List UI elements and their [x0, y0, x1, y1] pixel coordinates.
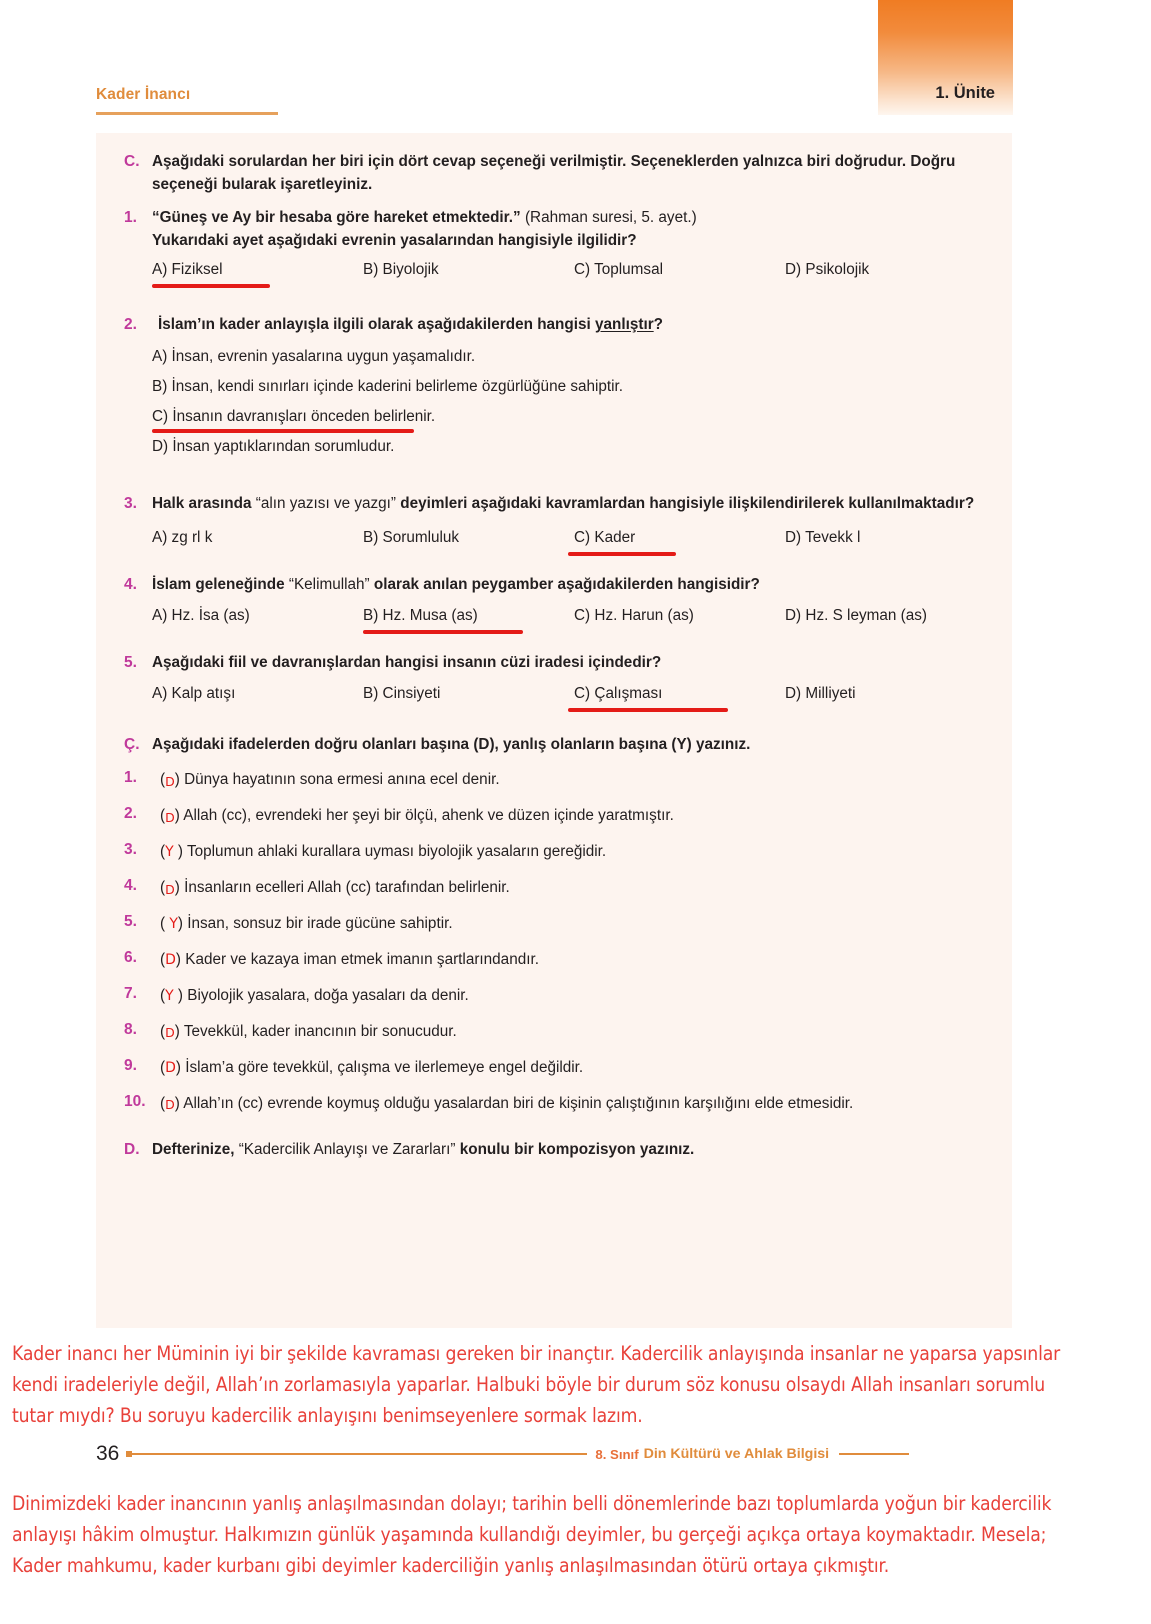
tf-item-6-answer[interactable]: D [165, 951, 176, 968]
question-1-option-c[interactable]: C) Toplumsal [574, 261, 663, 278]
section-d-text-quote: “Kadercilik Anlayışı ve Zararları” [234, 1140, 460, 1158]
question-2-prompt-a: İslam’ın kader anlayışla ilgili olarak aşağıdakilerden hangisi [158, 316, 595, 333]
section-d-text-b: konulu bir kompozisyon yazınız. [459, 1140, 695, 1158]
section-c-marker: C. [124, 153, 140, 170]
tf-item-7-answer[interactable]: Y [165, 987, 174, 1004]
question-3-prompt [152, 492, 998, 515]
question-2 [110, 313, 998, 336]
question-1-option-a-label: A) Fiziksel [152, 261, 223, 278]
footer-grade: 8. Sınıf [595, 1446, 639, 1462]
question-3-option-b[interactable]: B) Sorumluluk [363, 528, 460, 546]
question-1-quote: “Güneş ve Ay bir hesaba göre hareket etmektedir.” [152, 208, 521, 226]
tf-item-7-text: Biyolojik yasalara, doğa yasaları da denir. [187, 986, 469, 1004]
question-4-option-a[interactable]: A) Hz. İsa (as) [152, 606, 250, 624]
tf-item-9-number: 9. [124, 1056, 137, 1074]
tf-item-4 [110, 877, 998, 900]
section-d-heading [110, 1138, 998, 1161]
question-4-option-c[interactable]: C) Hz. Harun (as) [574, 606, 694, 624]
question-3-option-c[interactable] [574, 529, 785, 547]
question-2-prompt [152, 313, 998, 336]
question-2-prompt-b: ? [653, 316, 664, 333]
section-c-instruction: Aşağıdaki sorulardan her biri için dört cevap seçeneği verilmiştir. Seçeneklerden yalnızca biri doğrudur. Doğru seçeneği bularak işaretleyiniz. [152, 153, 956, 194]
tf-item-7-body: (Y ) Biyolojik yasalara, doğa yasaları da denir. [160, 986, 469, 1004]
tf-item-9-answer[interactable]: D [165, 1059, 176, 1076]
tf-item-2-body: (D) Allah (cc), evrendeki her şeyi bir ölçü, ahenk ve düzen içinde yaratmıştır. [160, 807, 674, 825]
exercise-content [96, 133, 1012, 1161]
tf-item-6 [110, 949, 998, 972]
question-5-option-d[interactable]: D) Milliyeti [785, 685, 856, 702]
tf-item-9-text: İslam’a göre tevekkül, çalışma ve ilerlemeye engel değildir. [185, 1058, 584, 1076]
tf-item-8-text: Tevekkül, kader inancının bir sonucudur. [183, 1022, 457, 1040]
tf-item-2-text: Allah (cc), evrendeki her şeyi bir ölçü, ahenk ve düzen içinde yaratmıştır. [183, 807, 674, 825]
tf-item-6-body: (D) Kader ve kazaya iman etmek imanın şartlarındandır. [160, 950, 539, 968]
tf-item-5-answer[interactable]: Y [169, 916, 178, 932]
question-2-option-d[interactable]: D) İnsan yaptıklarından sorumludur. [152, 438, 395, 456]
question-3-option-a[interactable]: A) zg rl k [152, 528, 213, 546]
tf-item-8-body: (D) Tevekkül, kader inancının bir sonucudur. [160, 1022, 457, 1041]
tf-item-2-answer[interactable]: D [165, 809, 175, 825]
tf-item-5-number: 5. [124, 913, 137, 930]
question-1-option-a[interactable] [152, 261, 363, 279]
unit-tab [878, 0, 1013, 115]
question-1-option-b[interactable]: B) Biyolojik [363, 261, 439, 278]
footer-rule-left [132, 1453, 587, 1455]
question-4-number: 4. [124, 575, 137, 593]
question-5-option-b[interactable]: B) Cinsiyeti [363, 685, 441, 702]
tf-item-6-number: 6. [124, 948, 137, 966]
running-head-rule [96, 112, 278, 115]
tf-item-7-number: 7. [124, 984, 137, 1002]
question-5-options [110, 685, 998, 703]
question-3-prompt-a: Halk arasında [152, 495, 256, 513]
question-5-option-a[interactable]: A) Kalp atışı [152, 685, 236, 702]
question-3-prompt-b: deyimleri aşağıdaki kavramlardan hangisiyle ilişkilendirilerek kullanılmaktadır? [396, 495, 975, 513]
tf-item-6-text: Kader ve kazaya iman etmek imanın şartlarındandır. [185, 950, 539, 968]
section-ci-instruction: Aşağıdaki ifadelerden doğru olanları başına (D), yanlış olanların başına (Y) yazınız. [152, 736, 751, 753]
tf-item-10-text: Allah’ın (cc) evrende koymuş olduğu yasalardan biri de kişinin çalıştığının karşılığını elde etmesidir. [183, 1094, 854, 1112]
footer-subject: Din Kültürü ve Ahlak Bilgisi [643, 1446, 830, 1462]
tf-item-1-number: 1. [124, 769, 137, 787]
tf-item-5-text: İnsan, sonsuz bir irade gücüne sahiptir. [187, 915, 453, 932]
page-number: 36 [96, 1442, 120, 1465]
pen-underline-q4 [363, 630, 523, 634]
tf-item-10-number: 10. [124, 1092, 146, 1110]
tf-item-10-body: (D) Allah’ın (cc) evrende koymuş olduğu yasalardan biri de kişinin çalıştığının karşılığını elde etmesidir. [160, 1094, 854, 1113]
pen-underline-q1 [152, 284, 270, 288]
tf-item-5 [110, 913, 998, 936]
tf-item-9-body: (D) İslam’a göre tevekkül, çalışma ve ilerlemeye engel değildir. [160, 1058, 584, 1076]
section-d-instruction [152, 1138, 998, 1161]
question-2-option-b[interactable]: B) İnsan, kendi sınırları içinde kaderini belirleme özgürlüğüne sahiptir. [152, 378, 624, 396]
question-2-prompt-underlined: yanlıştır [595, 316, 654, 333]
pen-underline-q5 [568, 708, 728, 712]
tf-item-3-number: 3. [124, 841, 137, 859]
pen-underline-q3 [568, 552, 676, 556]
question-1-option-d[interactable]: D) Psikolojik [785, 261, 870, 278]
question-3 [110, 492, 998, 515]
tf-item-1-body: (D) Dünya hayatının sona ermesi anına ecel denir. [160, 771, 500, 789]
question-5-option-c[interactable] [574, 685, 785, 703]
question-1-options [110, 261, 998, 279]
tf-item-1-answer[interactable]: D [165, 773, 175, 789]
question-1-number: 1. [124, 208, 137, 226]
question-3-option-c-label: C) Kader [574, 528, 636, 546]
running-head-title: Kader İnancı [96, 86, 191, 103]
tf-item-8-number: 8. [124, 1020, 137, 1038]
tf-item-8 [110, 1021, 998, 1044]
question-5-number: 5. [124, 653, 137, 671]
question-2-option-c[interactable] [152, 408, 435, 426]
tf-item-3-text: Toplumun ahlaki kurallara uyması biyolojik yasaların gereğidir. [187, 843, 607, 861]
question-2-option-c-label: C) İnsanın davranışları önceden belirlenir. [152, 408, 436, 426]
question-2-option-a[interactable]: A) İnsan, evrenin yasalarına uygun yaşamalıdır. [152, 348, 476, 366]
question-5-prompt: Aşağıdaki fiil ve davranışlardan hangisi insanın cüzi iradesi içindedir? [152, 653, 662, 671]
tf-item-7 [110, 985, 998, 1008]
question-4-prompt-a: İslam geleneğinde [152, 575, 289, 593]
question-4-option-b-label: B) Hz. Musa (as) [363, 606, 478, 624]
footer-rule-right [839, 1453, 909, 1455]
tf-item-2 [110, 805, 998, 828]
tf-item-5-body: ( Y) İnsan, sonsuz bir irade gücüne sahiptir. [160, 915, 453, 932]
question-3-option-d[interactable]: D) Tevekk l [785, 528, 861, 546]
running-head [96, 86, 276, 104]
question-5-option-c-label: C) Çalışması [574, 685, 663, 702]
unit-tab-label: 1. Ünite [935, 84, 995, 102]
section-ci-marker: Ç. [124, 736, 140, 753]
question-3-prompt-quote: “alın yazısı ve yazgı” [255, 495, 397, 513]
pen-underline-q2 [152, 429, 414, 433]
question-4-prompt-quote: “Kelimullah” [288, 575, 370, 593]
question-4-option-b[interactable] [363, 607, 574, 625]
tf-item-8-answer[interactable]: D [165, 1025, 175, 1041]
section-d-text-a: Defterinize, [152, 1140, 235, 1158]
tf-item-1-text: Dünya hayatının sona ermesi anına ecel denir. [184, 771, 500, 789]
page-footer [96, 1440, 1012, 1468]
tf-item-3-body: (Y ) Toplumun ahlaki kurallara uyması biyolojik yasaların gereğidir. [160, 843, 607, 861]
tf-item-4-answer[interactable]: D [165, 881, 175, 897]
section-ci-heading [110, 733, 998, 756]
section-c-heading [110, 150, 998, 197]
question-5 [110, 651, 998, 674]
question-2-number: 2. [124, 316, 137, 333]
tf-item-3-answer[interactable]: Y [165, 844, 174, 861]
section-d-marker: D. [124, 1140, 140, 1158]
question-4 [110, 573, 998, 596]
question-4-option-d[interactable]: D) Hz. S leyman (as) [785, 606, 927, 624]
question-1 [110, 206, 998, 253]
question-4-prompt [152, 573, 998, 596]
question-1-prompt: Yukarıdaki ayet aşağıdaki evrenin yasalarından hangisiyle ilgilidir? [152, 231, 637, 249]
tf-item-4-text: İnsanların ecelleri Allah (cc) tarafından belirlenir. [184, 879, 510, 897]
question-2-options [110, 336, 998, 456]
tf-item-2-number: 2. [124, 805, 137, 823]
tf-item-10-answer[interactable]: D [165, 1097, 175, 1113]
question-4-prompt-b: olarak anılan peygamber aşağıdakilerden hangisidir? [369, 575, 760, 593]
question-1-body [152, 206, 998, 253]
tf-item-4-body: (D) İnsanların ecelleri Allah (cc) tarafından belirlenir. [160, 879, 510, 897]
true-false-list [110, 769, 998, 1115]
question-4-options [110, 607, 998, 625]
handwritten-answer-bottom: Dinimizdeki kader inancının yanlış anlaşılmasından dolayı; tarihin belli dönemlerinde bazı toplumlarda yoğun bir kadercilik anlayışı hâkim olmuştur. Halkımızın günlük yaşamında kullandığı deyimler, bu gerçeği açıkça ortaya koymaktadır. Mesela; Kader mahkumu, kader kurbanı gibi deyimler kaderciliğin yanlış anlaşılmasından ötürü ortaya çıkmıştır. [12, 1492, 1052, 1577]
question-3-number: 3. [124, 495, 137, 513]
tf-item-3 [110, 841, 998, 864]
tf-item-10 [110, 1093, 998, 1116]
handwritten-answer-top: Kader inancı her Müminin iyi bir şekilde kavraması gereken bir inançtır. Kadercilik anlayışında insanlar ne yaparsa yapsınlar kendi iradeleriyle değil, Allah’ın zorlamasıyla yaparlar. Halbuki böyle bir durum söz konusu olsaydı Allah insanları sorumlu tutar mıydı? Bu soruyu kadercilik anlayışını benimseyenlere sormak lazım. [12, 1342, 1061, 1427]
question-1-source: (Rahman suresi, 5. ayet.) [524, 208, 697, 226]
tf-item-1 [110, 769, 998, 792]
tf-item-4-number: 4. [124, 877, 137, 895]
tf-item-9 [110, 1057, 998, 1080]
question-3-options [110, 529, 998, 547]
